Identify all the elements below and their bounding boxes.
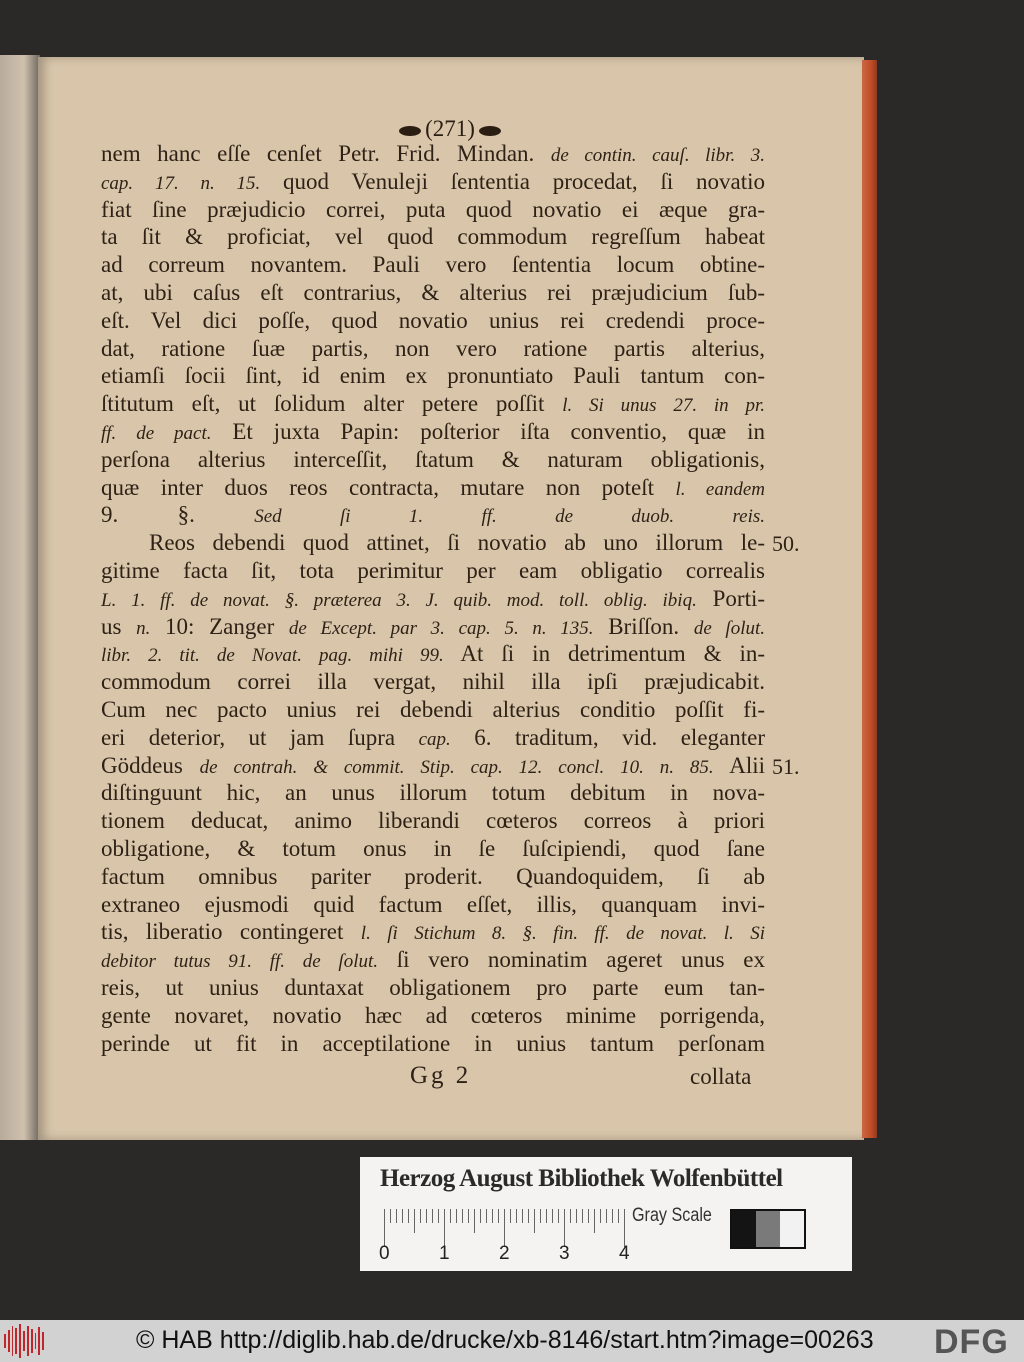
page-header [0,116,900,142]
library-color-card [360,1157,852,1271]
ruler-tick [474,1209,475,1233]
ruler-tick [528,1209,529,1223]
citation-text: cap. 17. n. 15. [101,172,261,194]
citation-text: de contin. cauſ. libr. 3. [550,145,765,166]
line-text: 10: Zanger [150,613,289,639]
citation-text: l. Si unus 27. in pr. [562,395,765,417]
line-text: 6. traditum, vid. eleganter [450,724,765,750]
text-line [101,335,765,363]
ruler-tick [492,1209,493,1223]
ruler-tick [444,1209,445,1247]
ruler-tick [462,1209,463,1223]
ruler-tick [546,1209,547,1223]
logo-bar [31,1329,33,1353]
line-text: eſt. Vel dici poſſe, quod novatio unius rei credendi proce- [101,307,765,333]
signature-mark: Gg 2 [410,1062,472,1089]
logo-bar [23,1331,25,1351]
line-text: Porti- [696,585,766,611]
ruler-number: 0 [379,1243,390,1264]
text-line [101,1002,765,1030]
ruler-tick [540,1209,541,1223]
line-text: 9. §. [101,502,255,528]
text-line [101,474,765,502]
citation-text: debitor tutus 91. ff. de ſolut. [101,951,379,973]
ornament-right-icon [479,126,501,136]
line-text: eri deterior, ut jam ſupra [101,724,419,750]
logo-bar [4,1334,6,1348]
library-name: Herzog August Bibliothek Wolfenbüttel [380,1165,783,1192]
text-line [101,613,765,641]
ruler-number: 2 [499,1243,510,1264]
ruler-tick [438,1209,439,1223]
line-text: perſona alterius interceſſit, ſtatum & naturam obligationis, [101,446,765,472]
line-text: factum omnibus pariter proderit. Quandoquidem, ſi ab [101,863,765,889]
ruler-tick [624,1209,625,1247]
text-line [101,918,765,946]
line-text: Alii [713,752,766,778]
line-text: etiamſi ſocii ſint, id enim ex pronuntiato Pauli tantum con- [101,363,765,389]
catchword: collata [690,1064,752,1089]
text-line [101,946,765,974]
line-text: commodum correi illa vergat, nihil illa ipſi præjudicabit. [101,669,765,695]
ruler-tick [384,1209,385,1247]
line-text: quæ inter duos reos contracta, mutare non poteſt [101,474,676,500]
ruler-tick [564,1209,565,1247]
text-line [101,446,765,474]
citation-text: Sed ſi 1. ff. de duob. reis. [254,506,766,528]
ruler-tick [510,1209,511,1223]
margin-paragraph-number: 51. [772,753,800,779]
ruler-number: 4 [619,1243,630,1264]
text-line [101,501,765,529]
text-line [101,223,765,251]
line-text: dat, ratione ſuæ partis, non vero ratione partis alterius, [101,335,765,361]
copyright-url[interactable]: © HAB http://diglib.hab.de/drucke/xb-8146/start.htm?image=00263 [136,1326,874,1354]
text-line [101,807,765,835]
text-line [101,779,765,807]
text-line [101,529,765,557]
ruler-tick [570,1209,571,1223]
line-text: At ſi in detrimentum & in- [443,641,765,667]
line-text: us [101,613,137,639]
text-line [101,891,765,919]
ruler-tick [600,1209,601,1223]
line-text: ad correum novantem. Pauli vero ſententia locum obtine- [101,252,765,278]
ruler-tick [558,1209,559,1223]
line-text: tis, liberatio contingeret [101,919,361,945]
ornament-left-icon [399,126,421,136]
citation-text: l. ſi Stichum 8. §. fin. ff. de novat. l. Si [360,923,765,945]
ruler-number: 1 [439,1243,450,1264]
ruler-tick [498,1209,499,1223]
ruler-tick [594,1209,595,1233]
body-text [101,140,765,1057]
gray-scale-swatch [730,1209,806,1249]
citation-text: l. eandem [675,478,765,500]
ruler-tick [522,1209,523,1223]
line-text: obligatione, & totum onus in ſe ſuſcipiendi, quod ſane [101,835,765,861]
citation-text: cap. [418,728,451,750]
logo-bar [35,1333,37,1349]
text-line [101,196,765,224]
gray-swatch [780,1211,804,1247]
ruler-tick [432,1209,433,1223]
line-text: fiat ſine præjudicio correi, puta quod novatio ei æque gra- [101,196,765,222]
footer-bar [0,1320,1024,1362]
text-line [101,835,765,863]
ruler-tick [390,1209,391,1223]
ruler-tick [606,1209,607,1223]
logo-bar [15,1328,17,1354]
previous-page-edge [0,55,40,1140]
citation-text: libr. 2. tit. de Novat. pag. mihi 99. [101,645,444,667]
citation-text: de ſolut. [693,617,766,639]
line-text: tionem deducat, animo liberandi cœteros correos à priori [101,808,765,834]
logo-bar [38,1327,40,1355]
gray-scale-label: Gray Scale [632,1205,712,1226]
ruler-tick [420,1209,421,1223]
line-text: quod Venuleji ſententia procedat, ſi novatio [260,168,765,194]
ruler-number: 3 [559,1243,570,1264]
line-text: Göddeus [101,752,200,778]
line-text: perinde ut fit in acceptilatione in unius tantum perſonam [101,1030,765,1056]
ruler-tick [576,1209,577,1223]
ruler-tick [582,1209,583,1223]
ruler [384,1209,624,1247]
line-text: nem hanc eſſe cenſet Petr. Frid. Mindan. [101,141,551,166]
logo-bar [8,1330,10,1352]
logo-bar [12,1326,14,1356]
line-text: Reos debendi quod attinet, ſi novatio ab uno illorum le- [149,530,765,556]
text-line [101,418,765,446]
logo-bar [19,1324,21,1358]
margin-paragraph-number: 50. [772,531,800,557]
ruler-tick [618,1209,619,1223]
gray-swatch [756,1211,780,1247]
ruler-tick [534,1209,535,1233]
line-text: ta ſit & proficiat, vel quod commodum regreſſum habeat [101,224,765,250]
line-text: diſtinguunt hic, an unus illorum totum debitum in nova- [101,780,765,806]
ruler-tick [504,1209,505,1247]
text-line [101,557,765,585]
logo-bar [42,1332,44,1350]
gray-swatch [732,1211,756,1247]
dfg-logo: DFG [934,1323,1009,1361]
ruler-tick [552,1209,553,1223]
line-text: ſi vero nominatim ageret unus ex [378,947,765,973]
line-text: Cum nec pacto unius rei debendi alterius conditio poſſit fi- [101,696,765,722]
line-text: extraneo ejusmodi quid factum eſſet, illis, quanquam invi- [101,891,765,917]
ruler-tick [426,1209,427,1223]
text-line [101,279,765,307]
text-line [101,668,765,696]
text-line [101,362,765,390]
citation-text: de contrah. & commit. Stip. cap. 12. concl. 10. n. 85. [199,756,714,778]
ruler-tick [468,1209,469,1223]
text-line [101,696,765,724]
citation-text: ff. de pact. [101,422,212,444]
citation-text: n. [136,617,151,639]
ruler-tick [456,1209,457,1223]
ruler-tick [486,1209,487,1223]
line-text: Et juxta Papin: poſterior iſta conventio, quæ in [211,418,765,444]
text-line [101,390,765,418]
text-line [101,724,765,752]
ruler-tick [588,1209,589,1223]
ruler-tick [516,1209,517,1223]
line-text: at, ubi caſus eſt contrarius, & alterius rei præjudicium ſub- [101,279,765,305]
ruler-tick [450,1209,451,1223]
line-text: reis, ut unius duntaxat obligationem pro parte eum tan- [101,974,765,1000]
ruler-tick [408,1209,409,1223]
text-line [101,1030,765,1058]
text-line [101,168,765,196]
text-line [101,863,765,891]
ruler-tick [414,1209,415,1233]
text-line [101,307,765,335]
ruler-tick [402,1209,403,1223]
ruler-tick [612,1209,613,1223]
page-number: (271) [425,116,475,141]
line-text: gente novaret, novatio hæc ad cœteros minime porrigenda, [101,1002,765,1028]
ruler-tick [396,1209,397,1223]
citation-text: L. 1. ff. de novat. §. præterea 3. J. quib. mod. toll. oblig. ibiq. [101,589,697,611]
text-line [101,974,765,1002]
citation-text: de Except. par 3. cap. 5. n. 135. [288,617,594,639]
text-line [101,251,765,279]
text-line [101,640,765,668]
text-line [101,140,765,168]
hab-logo-icon [4,1324,44,1358]
text-line [101,585,765,613]
red-page-edge [862,60,877,1138]
text-line [101,752,765,780]
line-text: ſtitutum eſt, ut ſolidum alter petere poſſit [101,391,563,417]
line-text: gitime facta ſit, tota perimitur per eam obligatio correalis [101,557,765,583]
logo-bar [27,1326,29,1356]
line-text: Briſſon. [593,613,694,639]
ruler-tick [480,1209,481,1223]
